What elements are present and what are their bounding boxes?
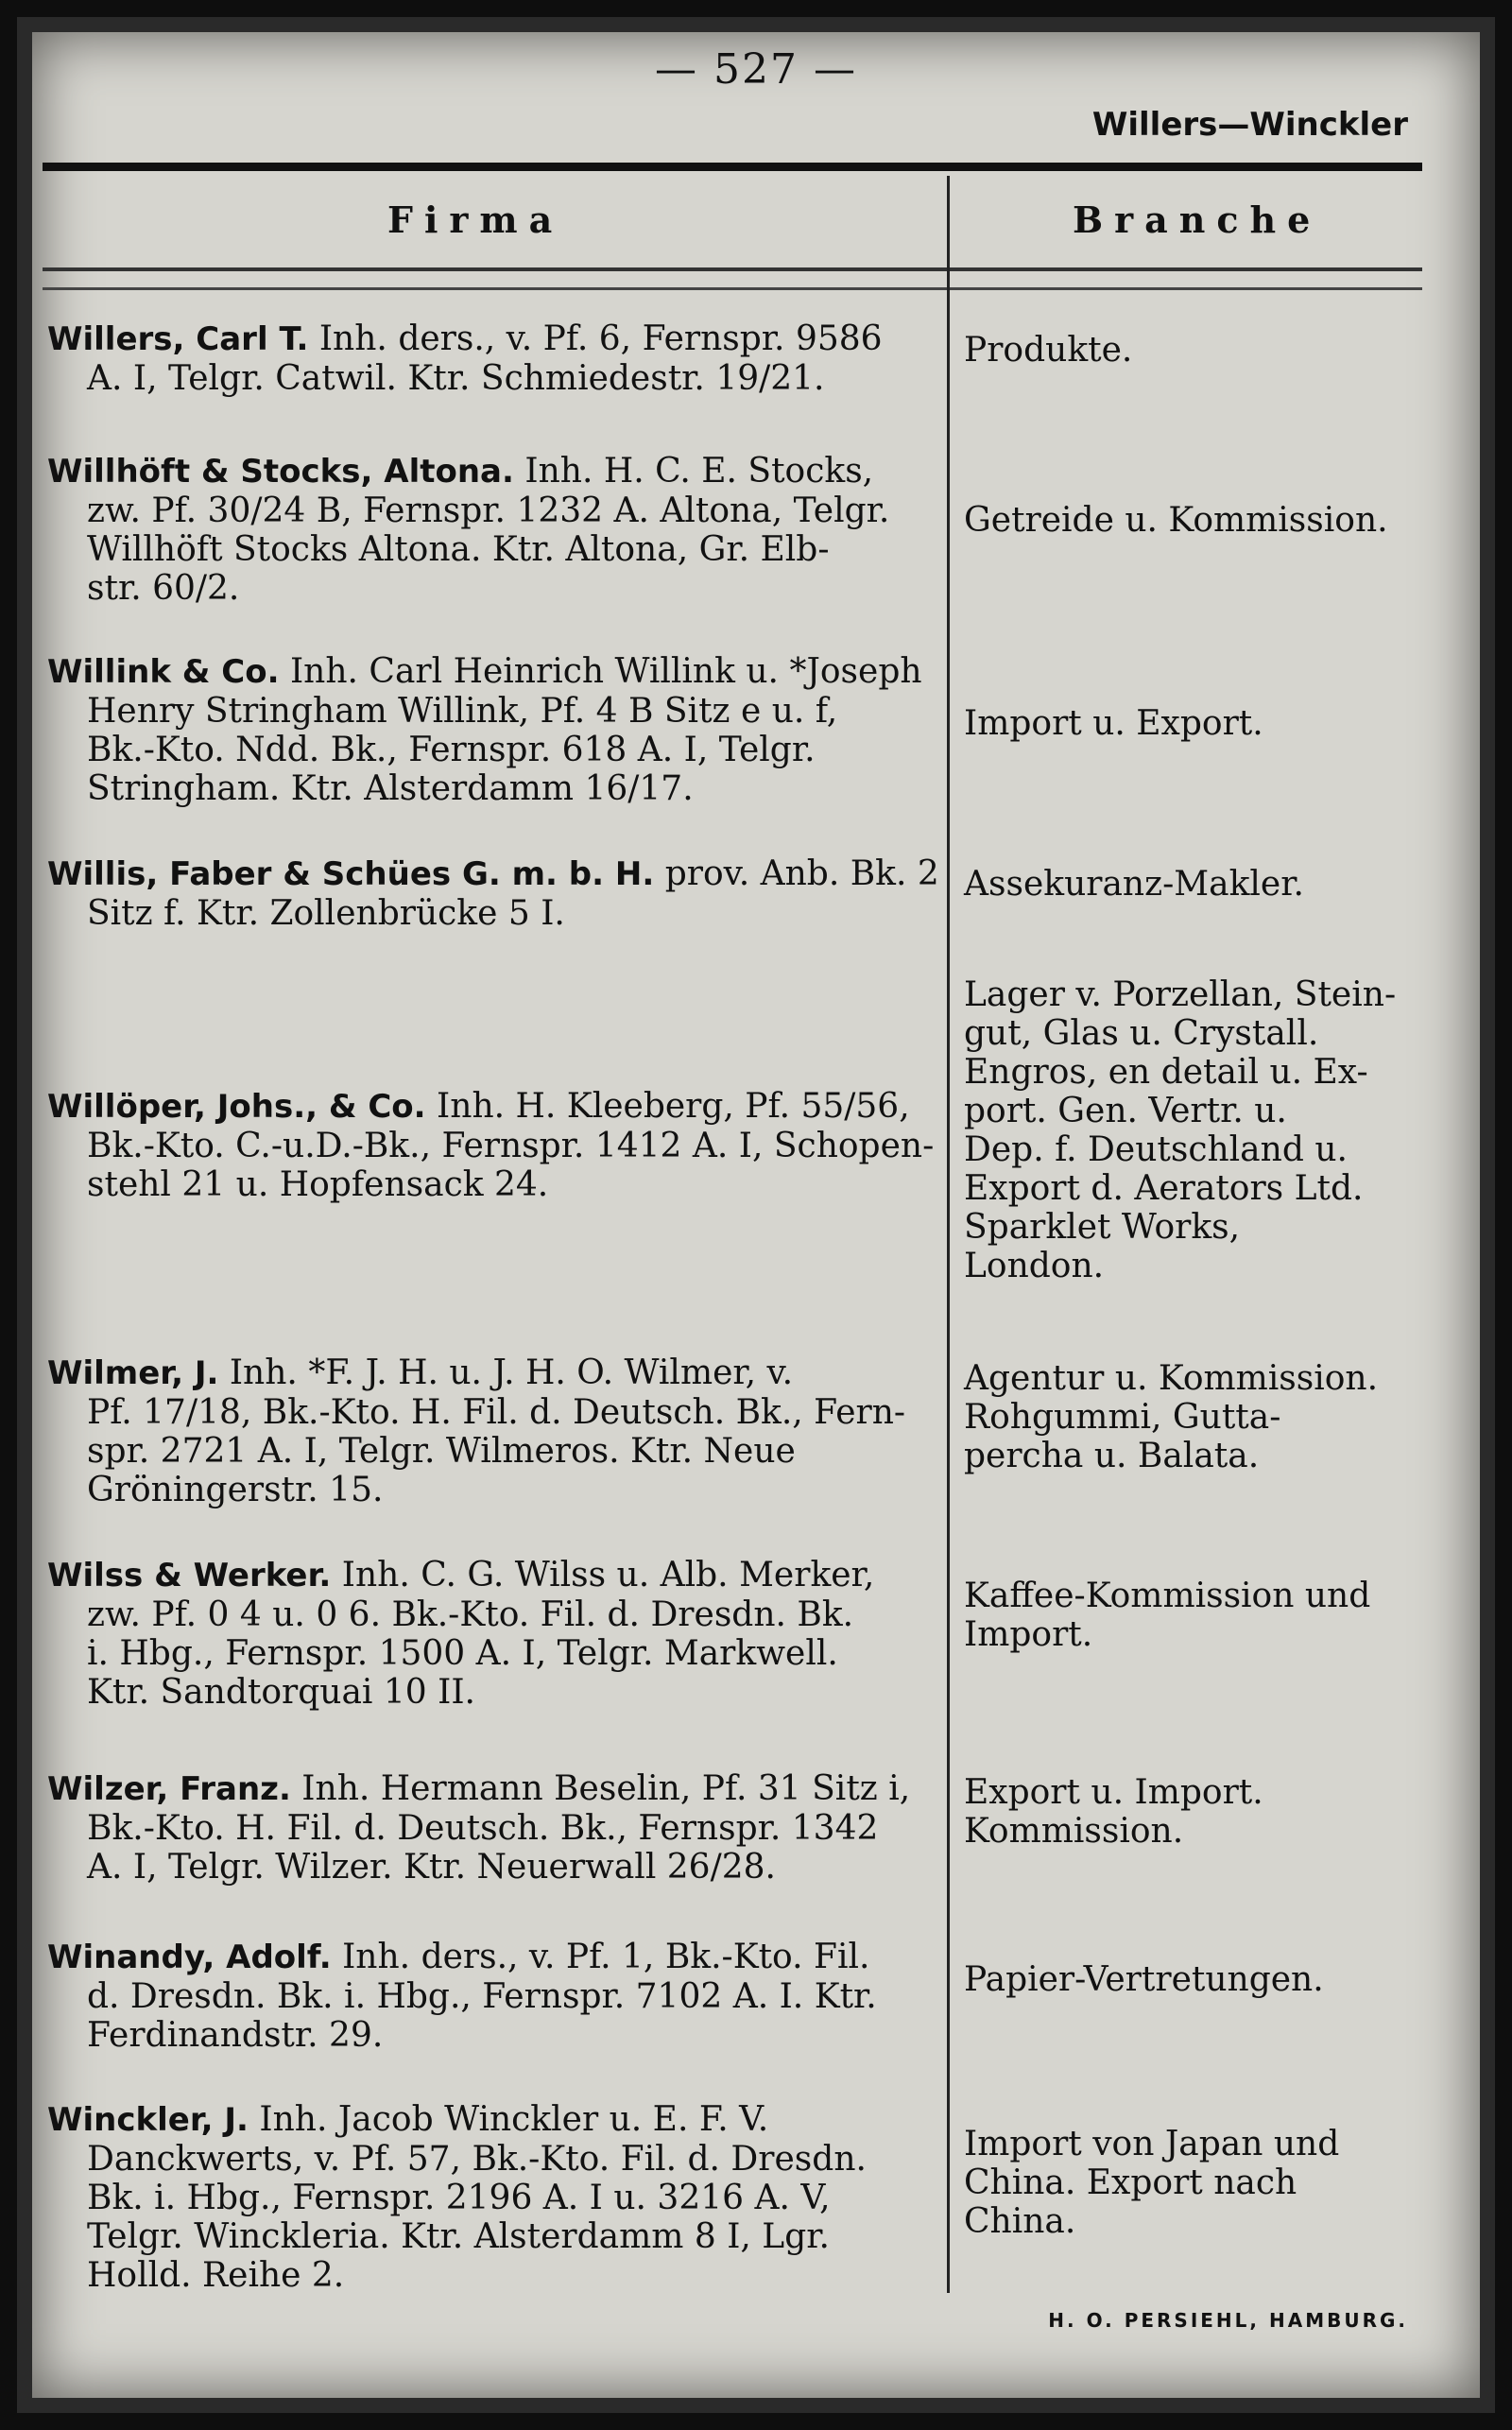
entry-first-line: Inh. H. Kleeberg, Pf. 55/56, bbox=[425, 1087, 910, 1126]
running-head: Willers—Winckler bbox=[1091, 106, 1408, 144]
entry-first-line: Inh. Jacob Winckler u. E. F. V. bbox=[248, 2100, 769, 2139]
entry-text: Sitz f. Ktr. Zollenbrücke 5 I. bbox=[87, 894, 565, 933]
entry-name: Willis, Faber & Schües G. m. b. H. bbox=[47, 855, 655, 893]
entry-first-line: Inh. H. C. E. Stocks, bbox=[513, 452, 874, 491]
entry-text: Bk.-Kto. H. Fil. d. Deutsch. Bk., Fernspr. 1342 A. I, Telgr. Wilzer. Ktr. Neuerwall 26/28. bbox=[87, 1809, 879, 1887]
entry-first-line: Inh. Hermann Beselin, Pf. 31 Sitz i, bbox=[290, 1769, 911, 1808]
entry-willoeper bbox=[47, 1087, 954, 1204]
entry-name: Wilmer, J. bbox=[47, 1354, 219, 1392]
branche-willhoeft: Getreide u. Kommission. bbox=[964, 501, 1388, 540]
entry-text: Danckwerts, v. Pf. 57, Bk.-Kto. Fil. d. Dresdn. Bk. i. Hbg., Fernspr. 2196 A. I u. 3216 A. V, Telgr. Winckleria. Ktr. Alsterdamm 8 I, Lgr. Holld. Reihe 2. bbox=[87, 2140, 867, 2295]
entry-willis bbox=[47, 854, 954, 933]
branche-willoeper: Lager v. Porzellan, Stein- gut, Glas u. Crystall. Engros, en detail u. Ex- port. Gen. Vertr. u. Dep. f. Deutschland u. Export d. Aerators Ltd. Sparklet Works, London. bbox=[964, 975, 1397, 1285]
entry-winandy bbox=[47, 1938, 954, 2055]
branche-willink: Import u. Export. bbox=[964, 704, 1263, 743]
entry-text: A. I, Telgr. Catwil. Ktr. Schmiedestr. 19/21. bbox=[87, 359, 825, 398]
branche-wilss: Kaffee-Kommission und Import. bbox=[964, 1577, 1371, 1654]
branche-wilzer: Export u. Import. Kommission. bbox=[964, 1773, 1263, 1851]
entry-name: Willöper, Johs., & Co. bbox=[47, 1088, 426, 1126]
page-number: — 527 — bbox=[655, 45, 857, 94]
entry-wilss bbox=[47, 1556, 954, 1712]
entry-name: Winckler, J. bbox=[47, 2101, 249, 2139]
entry-name: Winandy, Adolf. bbox=[47, 1939, 332, 1976]
entry-first-line: Inh. C. G. Wilss u. Alb. Merker, bbox=[331, 1556, 875, 1594]
branche-winandy: Papier-Vertretungen. bbox=[964, 1960, 1324, 1999]
entry-first-line: Inh. Carl Heinrich Willink u. *Joseph bbox=[279, 652, 922, 691]
entry-first-line: Inh. ders., v. Pf. 1, Bk.-Kto. Fil. bbox=[331, 1938, 870, 1976]
entry-first-line: prov. Anb. Bk. 2 bbox=[654, 854, 939, 893]
entry-text: Bk.-Kto. C.-u.D.-Bk., Fernspr. 1412 A. I, Schopen- stehl 21 u. Hopfensack 24. bbox=[87, 1127, 935, 1204]
entry-wilmer bbox=[47, 1353, 954, 1509]
entry-first-line: Inh. ders., v. Pf. 6, Fernspr. 9586 bbox=[308, 319, 883, 358]
entry-winckler bbox=[47, 2100, 954, 2295]
branche-winckler: Import von Japan und China. Export nach China. bbox=[964, 2125, 1340, 2241]
entry-name: Wilzer, Franz. bbox=[47, 1770, 291, 1808]
entry-name: Wilss & Werker. bbox=[47, 1557, 332, 1594]
entry-willink bbox=[47, 652, 954, 808]
entry-name: Willers, Carl T. bbox=[47, 320, 309, 358]
header-rule-top bbox=[43, 163, 1422, 171]
entry-name: Willink & Co. bbox=[47, 653, 280, 691]
column-header-firma: Firma bbox=[387, 198, 564, 241]
header-rule-bottom bbox=[43, 267, 1422, 271]
branche-willis: Assekuranz-Makler. bbox=[964, 865, 1304, 904]
printer-imprint: H. O. PERSIEHL, HAMBURG. bbox=[1048, 2309, 1408, 2332]
header-rule-bottom-2 bbox=[43, 287, 1422, 290]
entry-text: Pf. 17/18, Bk.-Kto. H. Fil. d. Deutsch. Bk., Fern- spr. 2721 A. I, Telgr. Wilmeros. Ktr. Neue Gröningerstr. 15. bbox=[87, 1393, 906, 1509]
entry-first-line: Inh. *F. J. H. u. J. H. O. Wilmer, v. bbox=[218, 1353, 794, 1392]
entry-willhoeft bbox=[47, 452, 954, 608]
entry-text: zw. Pf. 30/24 B, Fernspr. 1232 A. Altona, Telgr. Willhöft Stocks Altona. Ktr. Altona, Gr. Elb- str. 60/2. bbox=[87, 491, 890, 608]
entry-name: Willhöft & Stocks, Altona. bbox=[47, 453, 514, 491]
entry-text: d. Dresdn. Bk. i. Hbg., Fernspr. 7102 A. I. Ktr. Ferdinandstr. 29. bbox=[87, 1977, 877, 2055]
entry-wilzer bbox=[47, 1769, 954, 1887]
branche-willers: Produkte. bbox=[964, 331, 1133, 370]
entry-text: Henry Stringham Willink, Pf. 4 B Sitz e u. f, Bk.-Kto. Ndd. Bk., Fernspr. 618 A. I, Telgr. Stringham. Ktr. Alsterdamm 16/17. bbox=[87, 692, 838, 808]
entry-willers bbox=[47, 319, 954, 398]
branche-wilmer: Agentur u. Kommission. Rohgummi, Gutta- percha u. Balata. bbox=[964, 1359, 1379, 1475]
column-header-branche: Branche bbox=[1073, 198, 1322, 241]
entry-text: zw. Pf. 0 4 u. 0 6. Bk.-Kto. Fil. d. Dresdn. Bk. i. Hbg., Fernspr. 1500 A. I, Telgr. Markwell. Ktr. Sandtorquai 10 II. bbox=[87, 1595, 854, 1712]
